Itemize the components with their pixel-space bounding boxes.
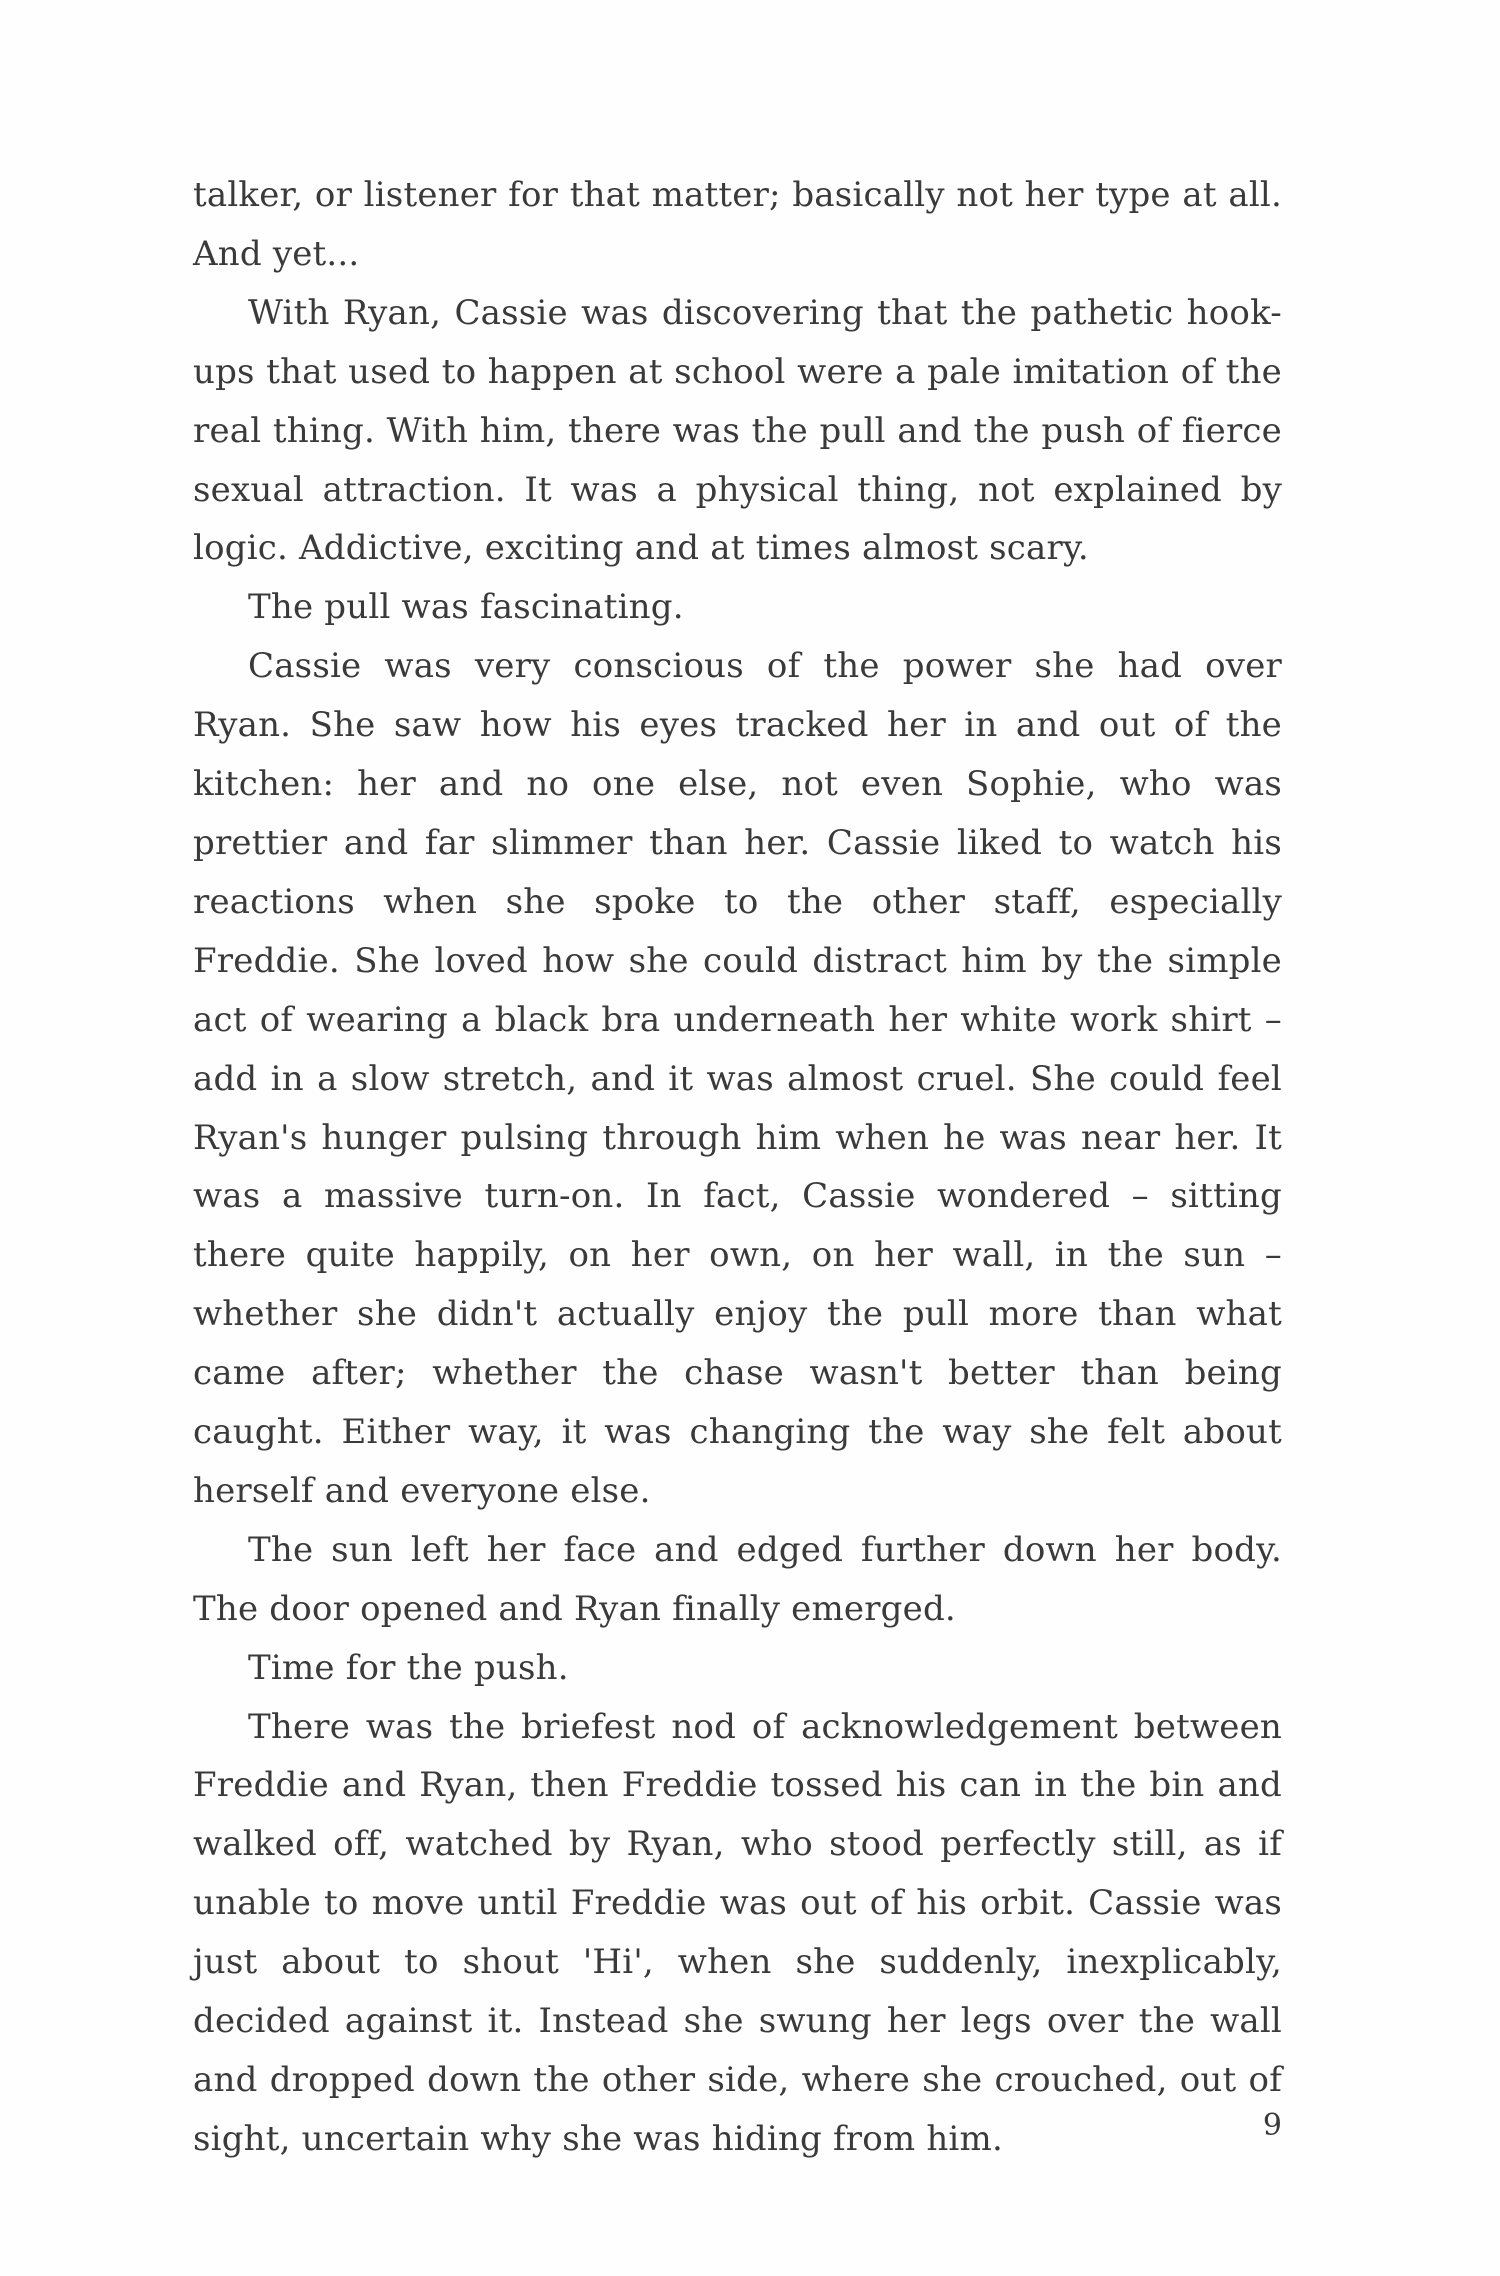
paragraph: Time for the push. xyxy=(248,1647,569,1688)
page-number: 9 xyxy=(1262,2108,1282,2143)
body-text xyxy=(193,166,1282,2169)
paragraph: With Ryan, Cassie was discovering that the pathetic hook-ups that used to happen at school were a pale imitation of the real thing. With him, there was the pull and the push of fierce sexual attraction. It was a physical thing, not explained by logic. Addictive, exciting and at times almost scary. xyxy=(193,292,1282,569)
paragraph-continued: talker, or listener for that matter; basically not her type at all. And yet... xyxy=(193,175,1282,274)
paragraph: There was the briefest nod of acknowledgement between Freddie and Ryan, then Freddie tossed his can in the bin and walked off, watched by Ryan, who stood perfectly still, as if unable to move until Freddie was out of his orbit. Cassie was just about to shout 'Hi', when she suddenly, inexplicably, decided against it. Instead she swung her legs over the wall and dropped down the other side, where she crouched, out of sight, uncertain why she was hiding from him. xyxy=(193,1706,1282,2159)
paragraph: Cassie was very conscious of the power she had over Ryan. She saw how his eyes tracked her in and out of the kitchen: her and no one else, not even Sophie, who was prettier and far slimmer than her. Cassie liked to watch his reactions when she spoke to the other staff, especially Freddie. She loved how she could distract him by the simple act of wearing a black bra underneath her white work shirt – add in a slow stretch, and it was almost cruel. She could feel Ryan's hunger pulsing through him when he was near her. It was a massive turn-on. In fact, Cassie wondered – sitting there quite happily, on her own, on her wall, in the sun – whether she didn't actually enjoy the pull more than what came after; whether the chase wasn't better than being caught. Either way, it was changing the way she felt about herself and everyone else. xyxy=(193,646,1282,1511)
paragraph: The pull was fascinating. xyxy=(248,587,684,628)
paragraph: The sun left her face and edged further down her body. The door opened and Ryan finally emerged. xyxy=(193,1529,1282,1629)
